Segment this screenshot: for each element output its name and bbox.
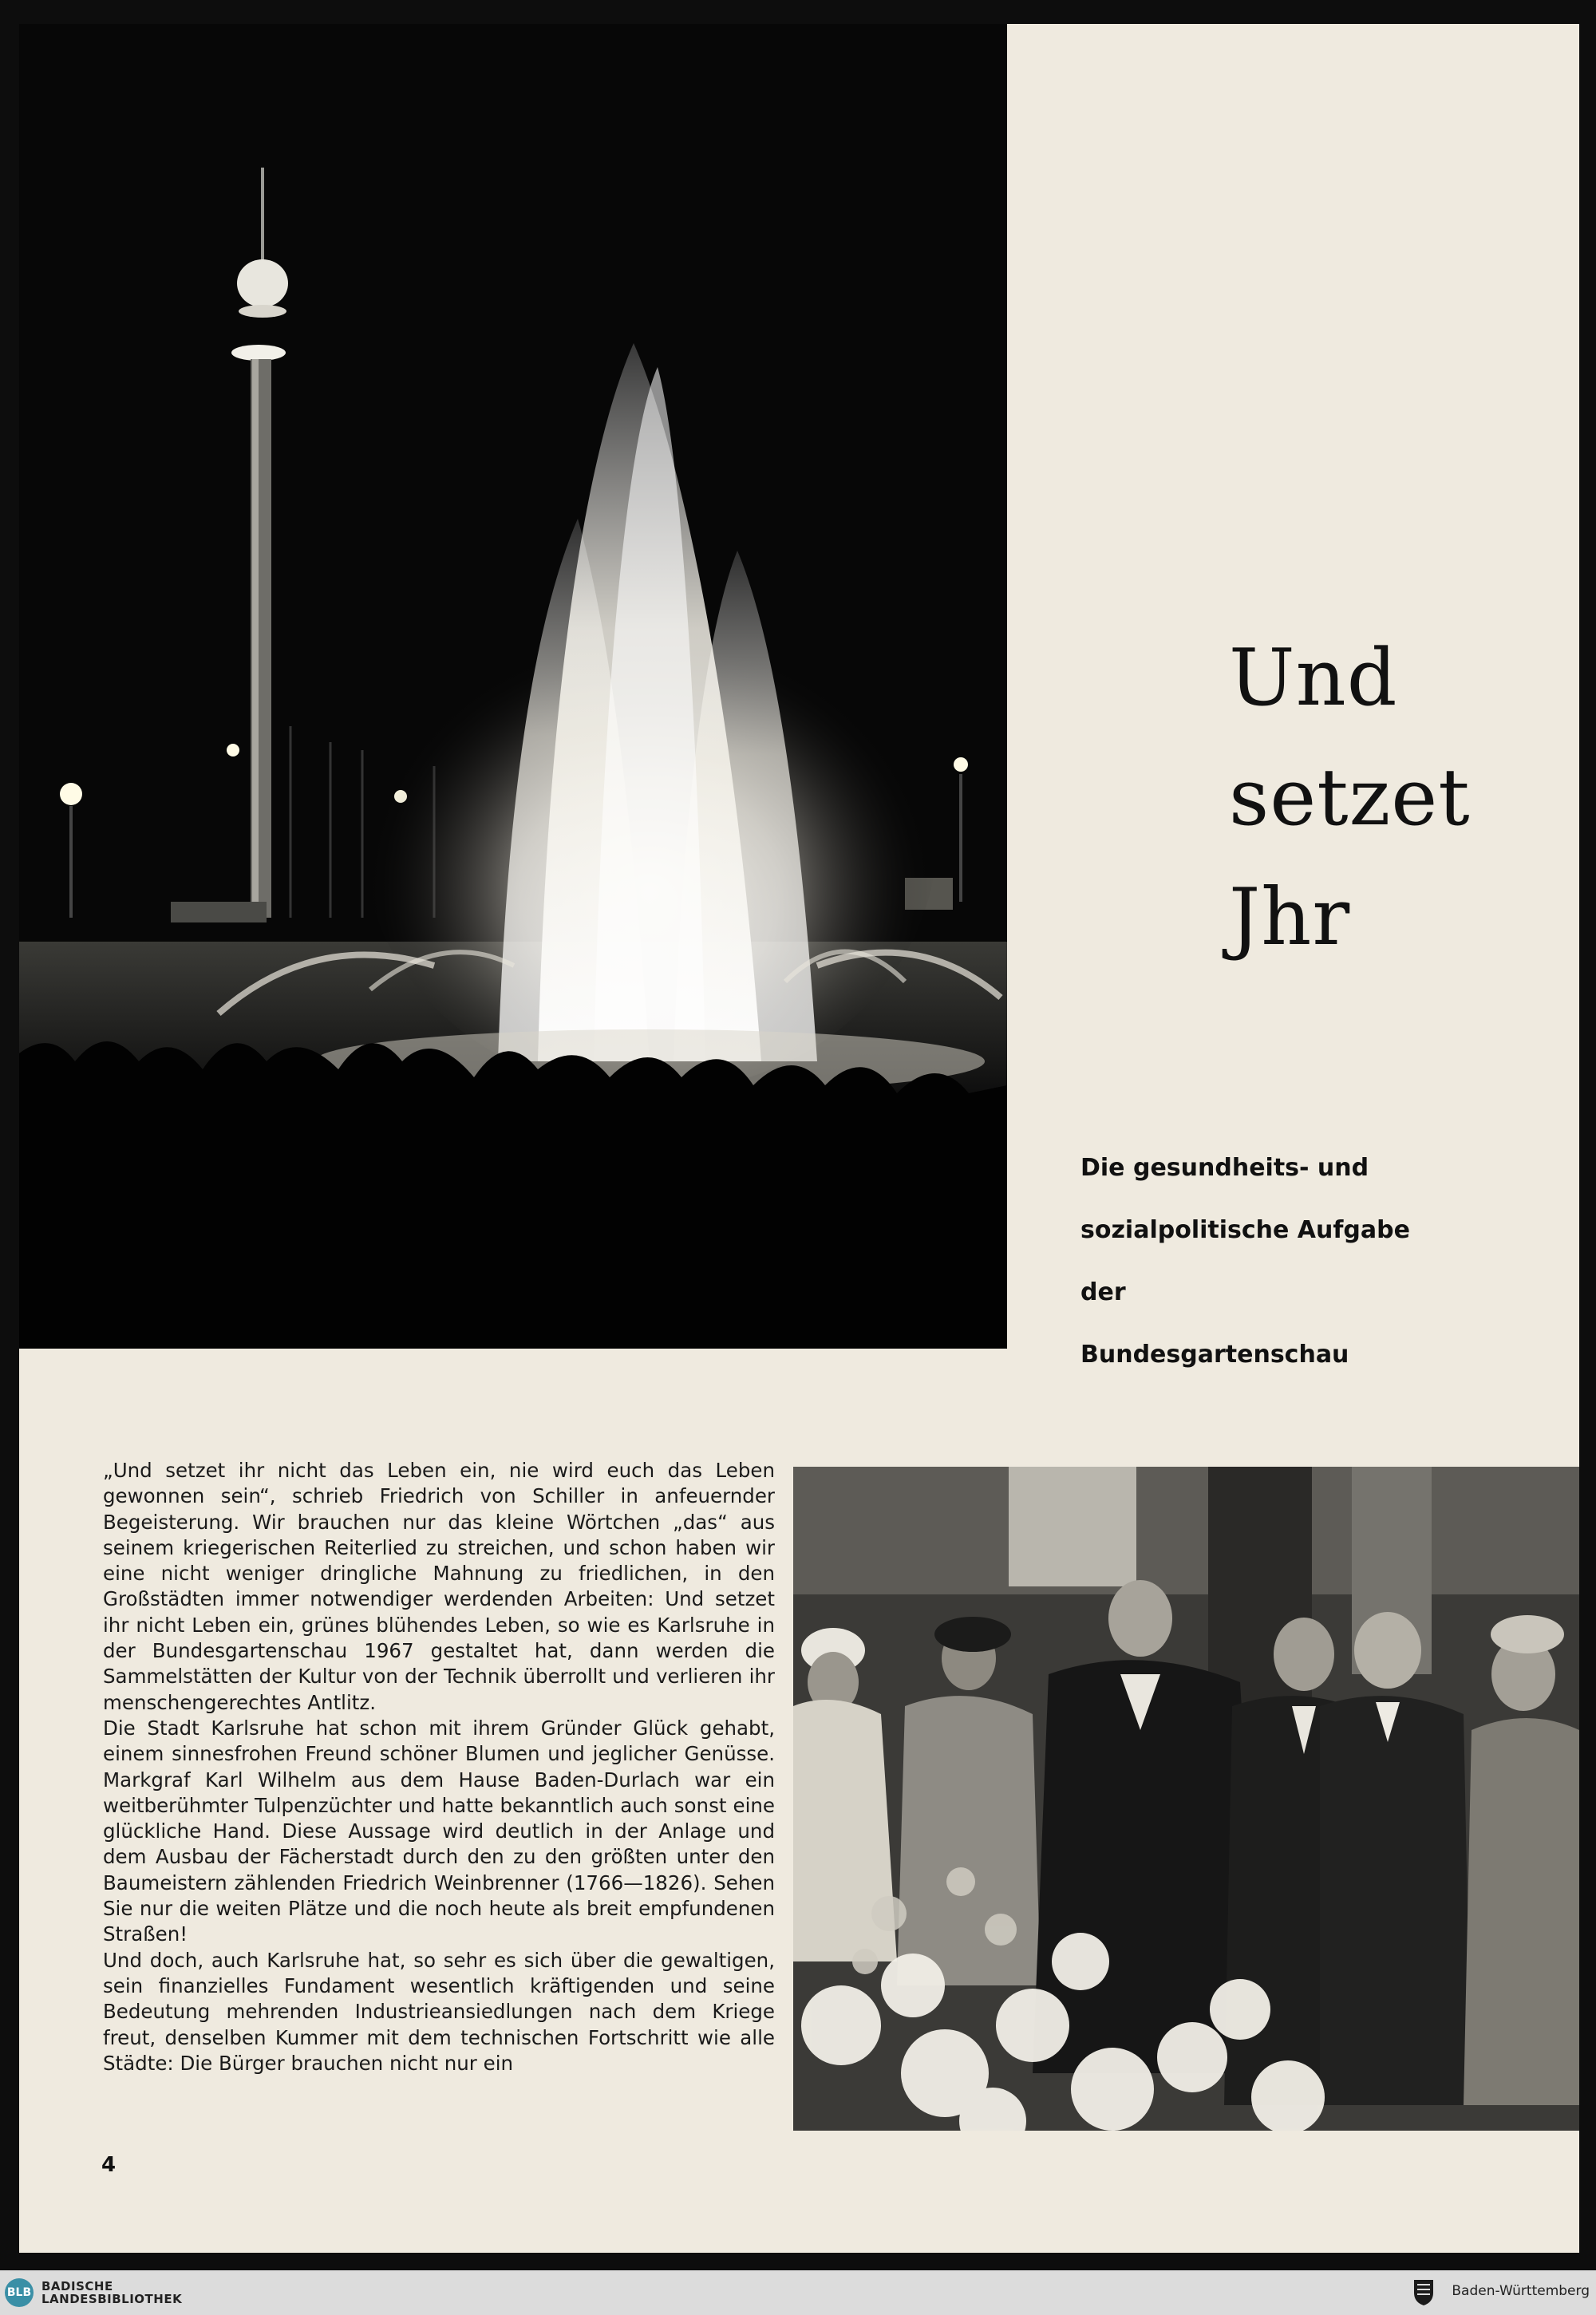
library-name-line-1: BADISCHE [41, 2279, 113, 2293]
state-name: Baden-Württemberg [1452, 2283, 1590, 2299]
subtitle-line: sozialpolitische Aufgabe [1080, 1216, 1410, 1244]
body-paragraph: Und doch, auch Karlsruhe hat, so sehr es sich über die gewaltigen, sein finanzielles Fundament wesentlich kräftigenden und seine Bedeutung mehrenden Industrieansiedlungen nach dem Kriege freut, denselben Kummer mit dem technischen Fortschritt wie alle Städte: Die Bürger brauchen nicht nur ein [103, 1948, 775, 2075]
article-body [103, 1458, 775, 2076]
article-headline [1229, 618, 1579, 978]
body-paragraph: „Und setzet ihr nicht das Leben ein, nie wird euch das Leben gewonnen sein“, schrieb Friedrich von Schiller in anfeuernder Begeisterung. Wir brauchen nur das kleine Wörtchen „das“ aus seinem kriegerischen Reiterlied zu streichen, und schon haben wir eine nicht weniger dringliche Mahnung zu friedlichen, in den Großstädten immer notwendiger werdenden Arbeiten: Und setzet ihr nicht Leben ein, grünes blühendes Leben, so wie es Karlsruhe in der Bundesgartenschau 1967 gestaltet hat, dann werden die Sammelstätten der Kultur von der Technik überrollt und verlieren ihr menschengerechtes Antlitz. [103, 1459, 775, 1714]
reception-photo [793, 1467, 1579, 2131]
headline-line-1: Und [1229, 633, 1398, 724]
subtitle-line: der [1080, 1278, 1126, 1306]
article-subtitle [1080, 1137, 1410, 1386]
library-name-line-2: LANDESBIBLIOTHEK [41, 2292, 183, 2306]
title-panel [1007, 24, 1579, 1468]
reception-photo-illustration [793, 1467, 1579, 2131]
library-name [41, 2280, 182, 2305]
page-number: 4 [101, 2153, 117, 2177]
state-coat-of-arms-icon [1411, 2278, 1436, 2307]
blb-logo-icon: BLB [5, 2278, 34, 2307]
headline-line-2: setzet Jhr [1229, 753, 1471, 963]
library-footer-bar [0, 2270, 1596, 2315]
fountain-night-photo [19, 24, 1007, 1349]
magazine-page [19, 24, 1579, 2253]
subtitle-line: Die gesundheits- und [1080, 1154, 1369, 1182]
subtitle-line: Bundesgartenschau [1080, 1341, 1349, 1369]
fountain-photo-illustration [19, 24, 1007, 1349]
body-paragraph: Die Stadt Karlsruhe hat schon mit ihrem Gründer Glück gehabt, einem sinnesfrohen Freund schöner Blumen und jeglicher Genüsse. Markgraf Karl Wilhelm aus dem Hause Baden-Durlach war ein weitberühmter Tulpenzüchter und hatte bekanntlich auch sonst eine glückliche Hand. Diese Aussage wird deutlich in der Anlage und dem Ausbau der Fächerstadt durch den zu den größten unter den Baumeistern zählenden Friedrich Weinbrenner (1766—1826). Sehen Sie nur die weiten Plätze und die noch heute als breit empfundenen Straßen! [103, 1716, 775, 1946]
